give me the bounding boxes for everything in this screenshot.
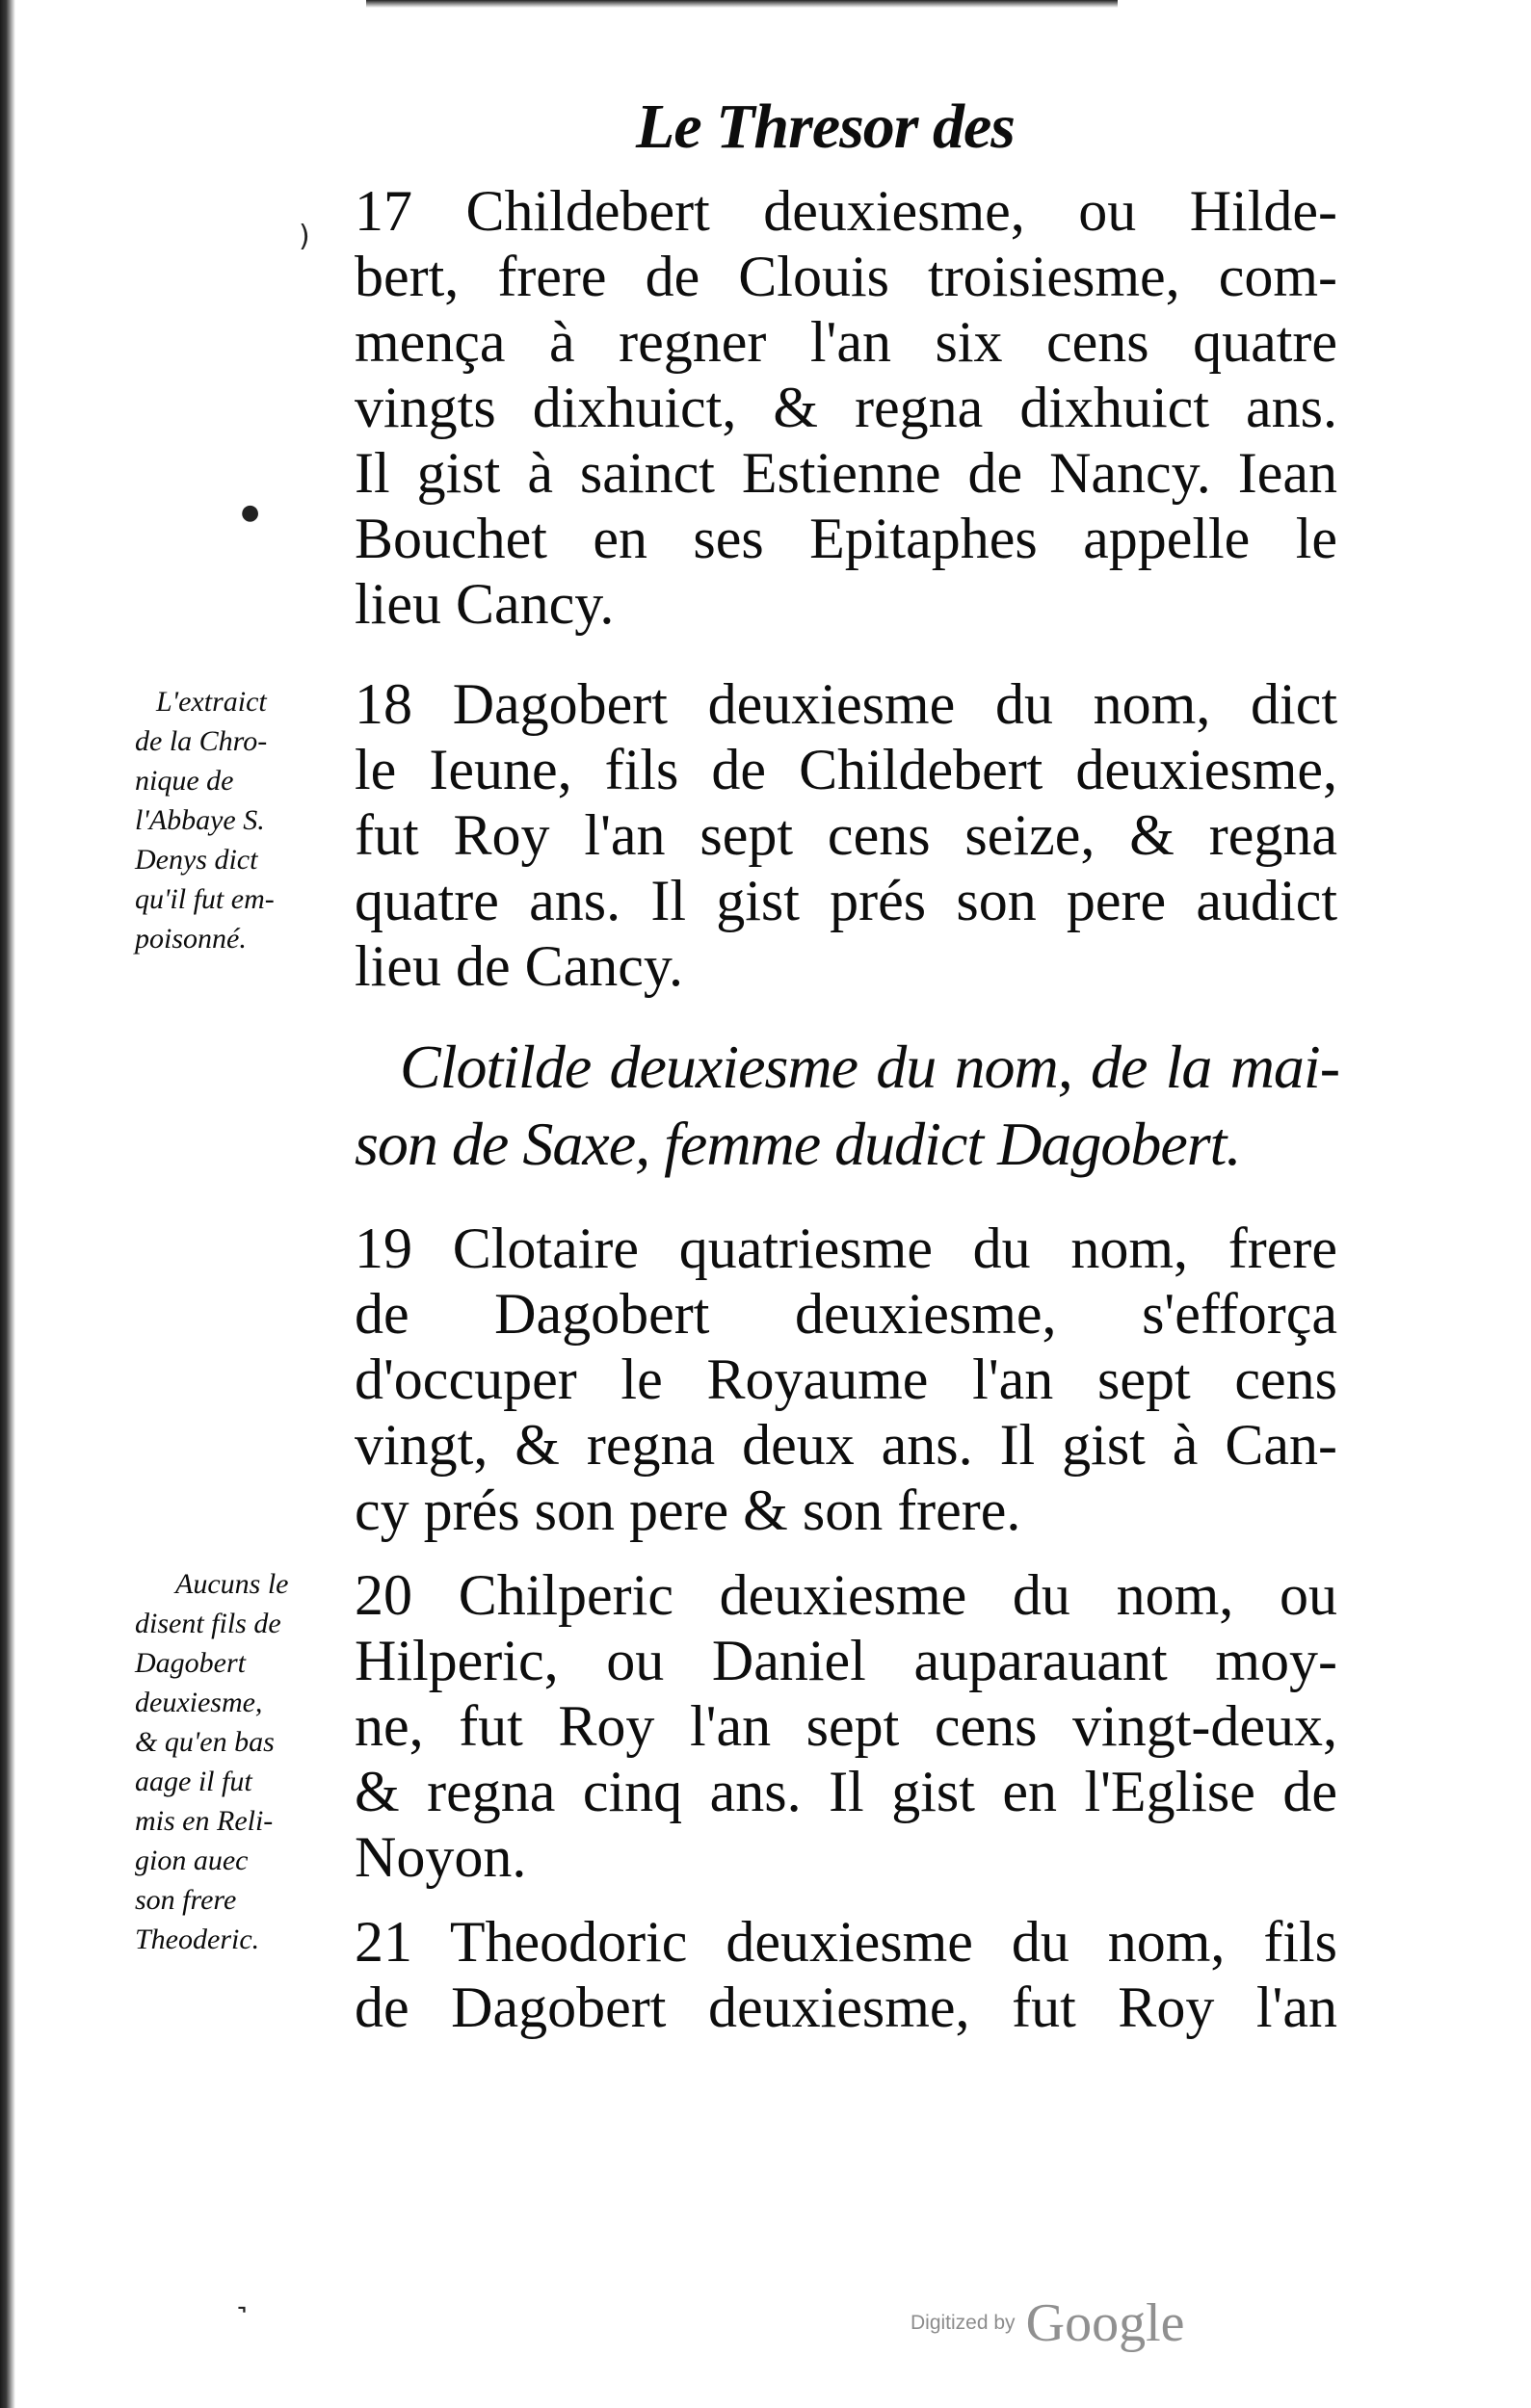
margin-note-line: qu'il fut em- — [135, 883, 275, 915]
margin-note-line: Theoderic. — [135, 1924, 260, 1955]
scan-speck: ● — [241, 501, 260, 525]
text-line: 17 Childebert deuxiesme, ou Hilde- — [355, 179, 1337, 243]
text-line: & regna cinq ans. Il gist en l'Eglise de — [355, 1760, 1337, 1823]
watermark-prefix: Digitized by — [911, 2312, 1016, 2334]
digitized-by-watermark — [911, 2292, 1200, 2354]
margin-note-line: L'extraict — [156, 686, 267, 718]
margin-note-line: & qu'en bas — [135, 1726, 275, 1758]
text-line: 20 Chilperic deuxiesme du nom, ou — [355, 1563, 1337, 1627]
text-line: Noyon. — [355, 1825, 527, 1889]
text-line: Bouchet en ses Epitaphes appelle le — [355, 507, 1337, 570]
text-line: Il gist à sainct Estienne de Nancy. Iean — [355, 441, 1337, 505]
margin-note-line: aage il fut — [135, 1766, 252, 1797]
margin-note-line: son frere — [135, 1884, 237, 1916]
text-line: bert, frere de Clouis troisiesme, com- — [355, 245, 1337, 308]
scan-speck: ) — [299, 220, 310, 253]
italic-heading-line: son de Saxe, femme dudict Dagobert. — [355, 1110, 1241, 1178]
margin-note-line: l'Abbaye S. — [135, 804, 265, 836]
text-line: Hilperic, ou Daniel auparauant moy- — [355, 1629, 1337, 1692]
margin-note-line: gion auec — [135, 1845, 249, 1876]
margin-note-line: Aucuns le — [175, 1568, 289, 1600]
text-line: 19 Clotaire quatriesme du nom, frere — [355, 1217, 1337, 1280]
text-line: 18 Dagobert deuxiesme du nom, dict — [355, 672, 1337, 736]
margin-note-line: nique de — [135, 765, 234, 797]
italic-heading-line: Clotilde deuxiesme du nom, de la mai- — [400, 1033, 1339, 1101]
page-top-shadow — [366, 0, 1118, 8]
scan-speck: ˺ — [236, 2301, 248, 2341]
text-line: lieu de Cancy. — [355, 934, 683, 998]
text-line: vingts dixhuict, & regna dixhuict ans. — [355, 376, 1337, 439]
margin-note-line: Denys dict — [135, 844, 258, 876]
text-line: fut Roy l'an sept cens seize, & regna — [355, 803, 1337, 867]
text-line: de Dagobert deuxiesme, s'efforça — [355, 1282, 1337, 1346]
margin-note-line: disent fils de — [135, 1608, 281, 1639]
text-line: 21 Theodoric deuxiesme du nom, fils — [355, 1910, 1337, 1974]
text-line: d'occuper le Royaume l'an sept cens — [355, 1348, 1337, 1411]
text-line: lieu Cancy. — [355, 572, 615, 636]
margin-note-line: mis en Reli- — [135, 1805, 274, 1837]
margin-note-line: deuxiesme, — [135, 1687, 263, 1718]
text-line: mença à regner l'an six cens quatre — [355, 310, 1337, 374]
text-line: le Ieune, fils de Childebert deuxiesme, — [355, 738, 1337, 801]
running-head: Le Thresor des — [636, 92, 1015, 162]
text-line: quatre ans. Il gist prés son pere audict — [355, 869, 1337, 932]
text-line: ne, fut Roy l'an sept cens vingt-deux, — [355, 1694, 1337, 1758]
margin-note-line: poisonné. — [135, 923, 247, 955]
google-logo: Google — [1025, 2293, 1185, 2353]
page-binding-shadow — [0, 0, 15, 2408]
text-line: de Dagobert deuxiesme, fut Roy l'an — [355, 1976, 1337, 2039]
text-line: cy prés son pere & son frere. — [355, 1479, 1021, 1542]
margin-note-line: de la Chro- — [135, 725, 268, 757]
text-line: vingt, & regna deux ans. Il gist à Can- — [355, 1413, 1337, 1477]
margin-note-line: Dagobert — [135, 1647, 246, 1679]
